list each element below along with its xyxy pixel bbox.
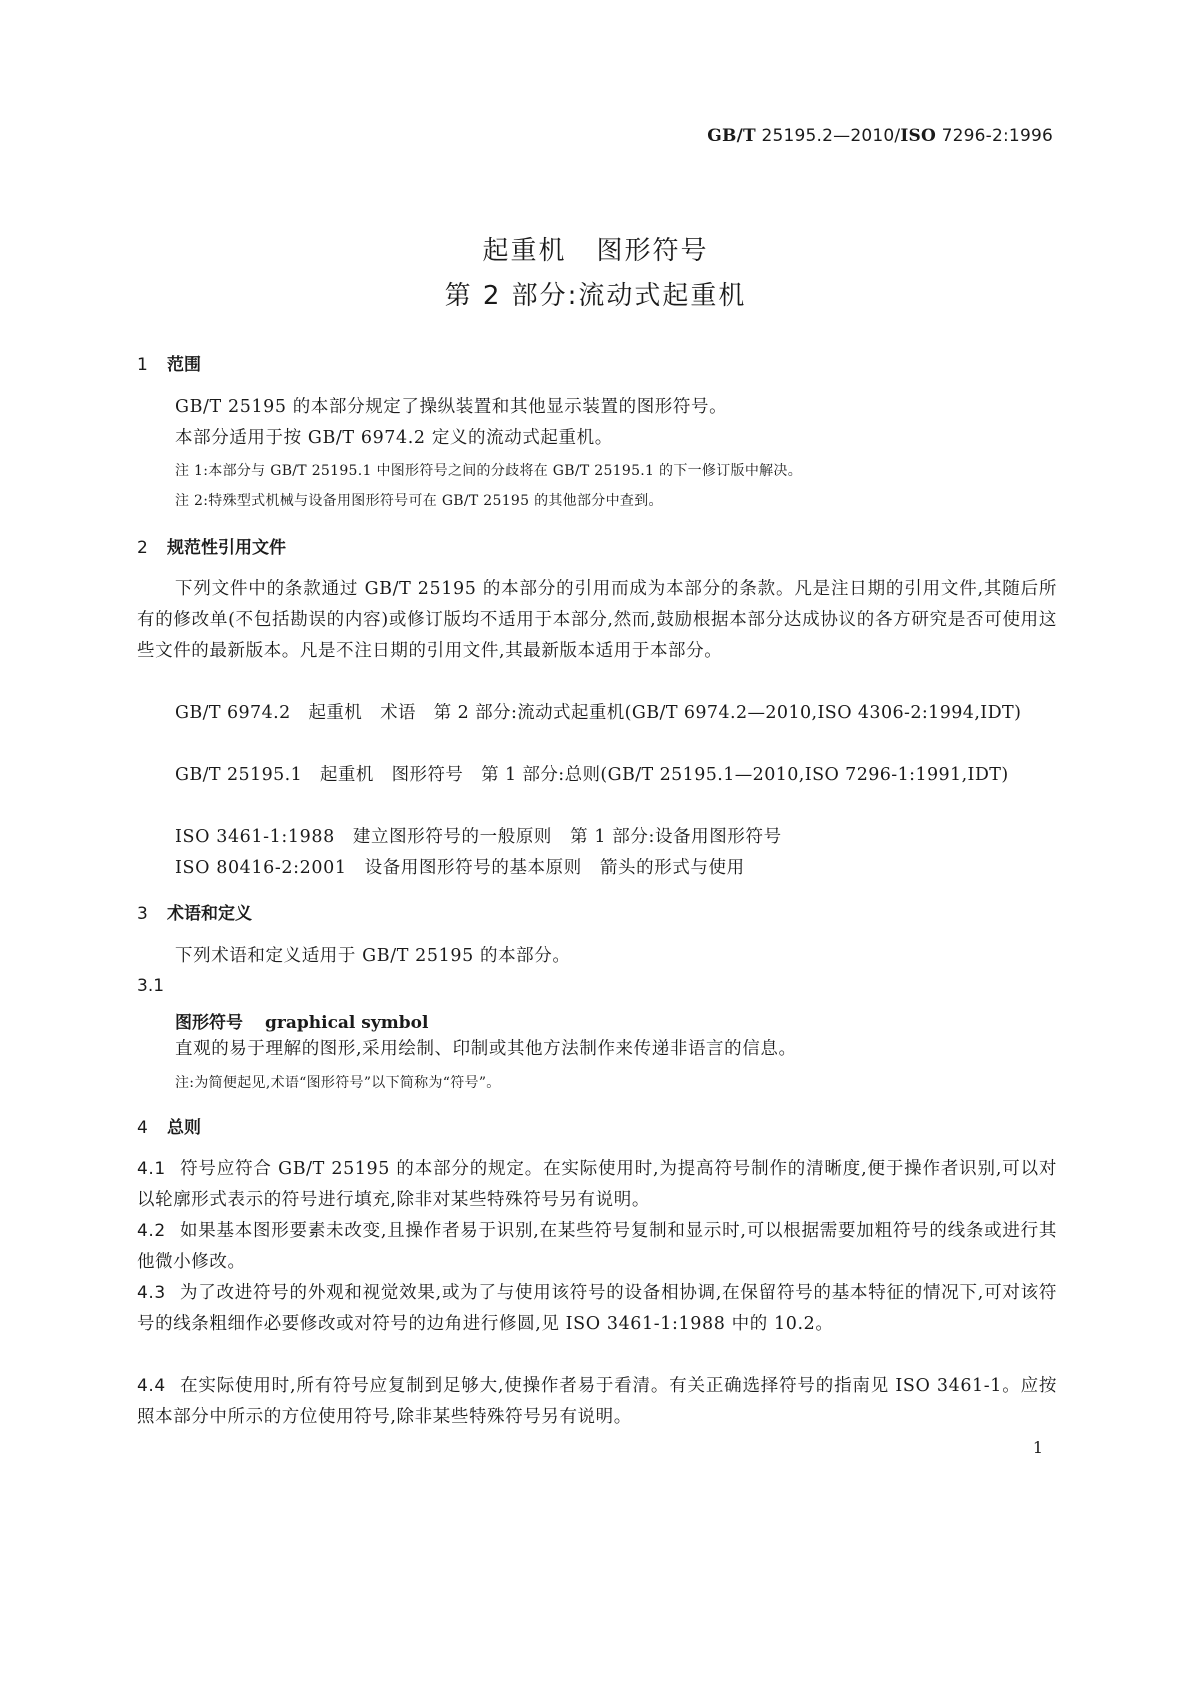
title-line-1 <box>0 230 1191 267</box>
clause-number: 4.3 <box>137 1283 166 1303</box>
clause-4-1 <box>137 1154 1057 1216</box>
clause-text: 在实际使用时,所有符号应复制到足够大,使操作者易于看清。有关正确选择符号的指南见 ISO 3461-1。应按照本部分中所示的方位使用符号,除非某些特殊符号另有说明。 <box>137 1376 1057 1427</box>
section-4-heading <box>137 1113 1057 1138</box>
section-number: 2 <box>137 538 148 558</box>
section-title: 范围 <box>167 355 201 375</box>
clause-4-2 <box>137 1216 1057 1278</box>
iso-prefix: ISO <box>900 126 936 146</box>
section-3-heading <box>137 899 1057 924</box>
reference-item: GB/T 25195.1 起重机 图形符号 第 1 部分:总则(GB/T 25195.1—2010,ISO 7296-1:1991,IDT) <box>175 765 1009 785</box>
iso-number: 7296-2:1996 <box>941 126 1053 146</box>
section-number: 1 <box>137 355 148 375</box>
section-title: 术语和定义 <box>167 904 252 924</box>
clause-text: 如果基本图形要素未改变,且操作者易于识别,在某些符号复制和显示时,可以根据需要加粗符号的线条或进行其他微小修改。 <box>137 1221 1057 1272</box>
section-title: 规范性引用文件 <box>167 538 286 558</box>
clause-4-3 <box>137 1278 1057 1340</box>
clause-number: 4.4 <box>137 1376 166 1396</box>
standard-number <box>707 126 1053 146</box>
reference-item: ISO 80416-2:2001 设备用图形符号的基本原则 箭头的形式与使用 <box>175 858 745 878</box>
section-number: 3 <box>137 904 148 924</box>
term-definition: 直观的易于理解的图形,采用绘制、印制或其他方法制作来传递非语言的信息。 <box>175 1039 797 1059</box>
clause-number: 4.1 <box>137 1159 166 1179</box>
reference-item: GB/T 6974.2 起重机 术语 第 2 部分:流动式起重机(GB/T 6974.2—2010,ISO 4306-2:1994,IDT) <box>175 703 1022 723</box>
title-part-b: 图形符号 <box>596 236 709 266</box>
section-2-heading <box>137 533 1057 558</box>
std-code-prefix: GB/T <box>707 126 756 146</box>
clause-number: 4.2 <box>137 1221 166 1241</box>
paragraph: 本部分适用于按 GB/T 6974.2 定义的流动式起重机。 <box>175 428 613 448</box>
reference-item: ISO 3461-1:1988 建立图形符号的一般原则 第 1 部分:设备用图形符号 <box>175 827 782 847</box>
section-1-heading <box>137 350 1057 375</box>
std-code-number: 25195.2—2010/ <box>761 126 901 146</box>
subclause-number: 3.1 <box>137 976 165 996</box>
paragraph: GB/T 25195 的本部分规定了操纵装置和其他显示装置的图形符号。 <box>175 397 728 417</box>
note: 注 2:特殊型式机械与设备用图形符号可在 GB/T 25195 的其他部分中查到。 <box>175 493 663 509</box>
section-title: 总则 <box>167 1118 201 1138</box>
clause-text: 为了改进符号的外观和视觉效果,或为了与使用该符号的设备相协调,在保留符号的基本特征的情况下,可对该符号的线条粗细作必要修改或对符号的边角进行修圆,见 ISO 3461-1:1988 中的 10.2。 <box>137 1283 1057 1334</box>
page-number: 1 <box>1032 1438 1043 1457</box>
paragraph: 下列文件中的条款通过 GB/T 25195 的本部分的引用而成为本部分的条款。凡是注日期的引用文件,其随后所有的修改单(不包括勘误的内容)或修订版均不适用于本部分,然而,鼓励根据本部分达成协议的各方研究是否可使用这些文件的最新版本。凡是不注日期的引用文件,其最新版本适用于本部分。 <box>137 579 1057 661</box>
paragraph: 下列术语和定义适用于 GB/T 25195 的本部分。 <box>175 946 571 966</box>
clause-4-4 <box>137 1371 1057 1433</box>
note: 注:为简便起见,术语“图形符号”以下简称为“符号”。 <box>175 1075 501 1091</box>
title-line-2: 第 2 部分:流动式起重机 <box>444 281 747 311</box>
term-entry <box>137 1008 1095 1033</box>
term-english: graphical symbol <box>265 1013 429 1033</box>
term-chinese: 图形符号 <box>175 1013 243 1033</box>
section-number: 4 <box>137 1118 148 1138</box>
clause-text: 符号应符合 GB/T 25195 的本部分的规定。在实际使用时,为提高符号制作的清晰度,便于操作者识别,可以对以轮廓形式表示的符号进行填充,除非对某些特殊符号另有说明。 <box>137 1159 1057 1210</box>
title-part-a: 起重机 <box>482 236 567 266</box>
note: 注 1:本部分与 GB/T 25195.1 中图形符号之间的分歧将在 GB/T 25195.1 的下一修订版中解决。 <box>175 463 803 479</box>
